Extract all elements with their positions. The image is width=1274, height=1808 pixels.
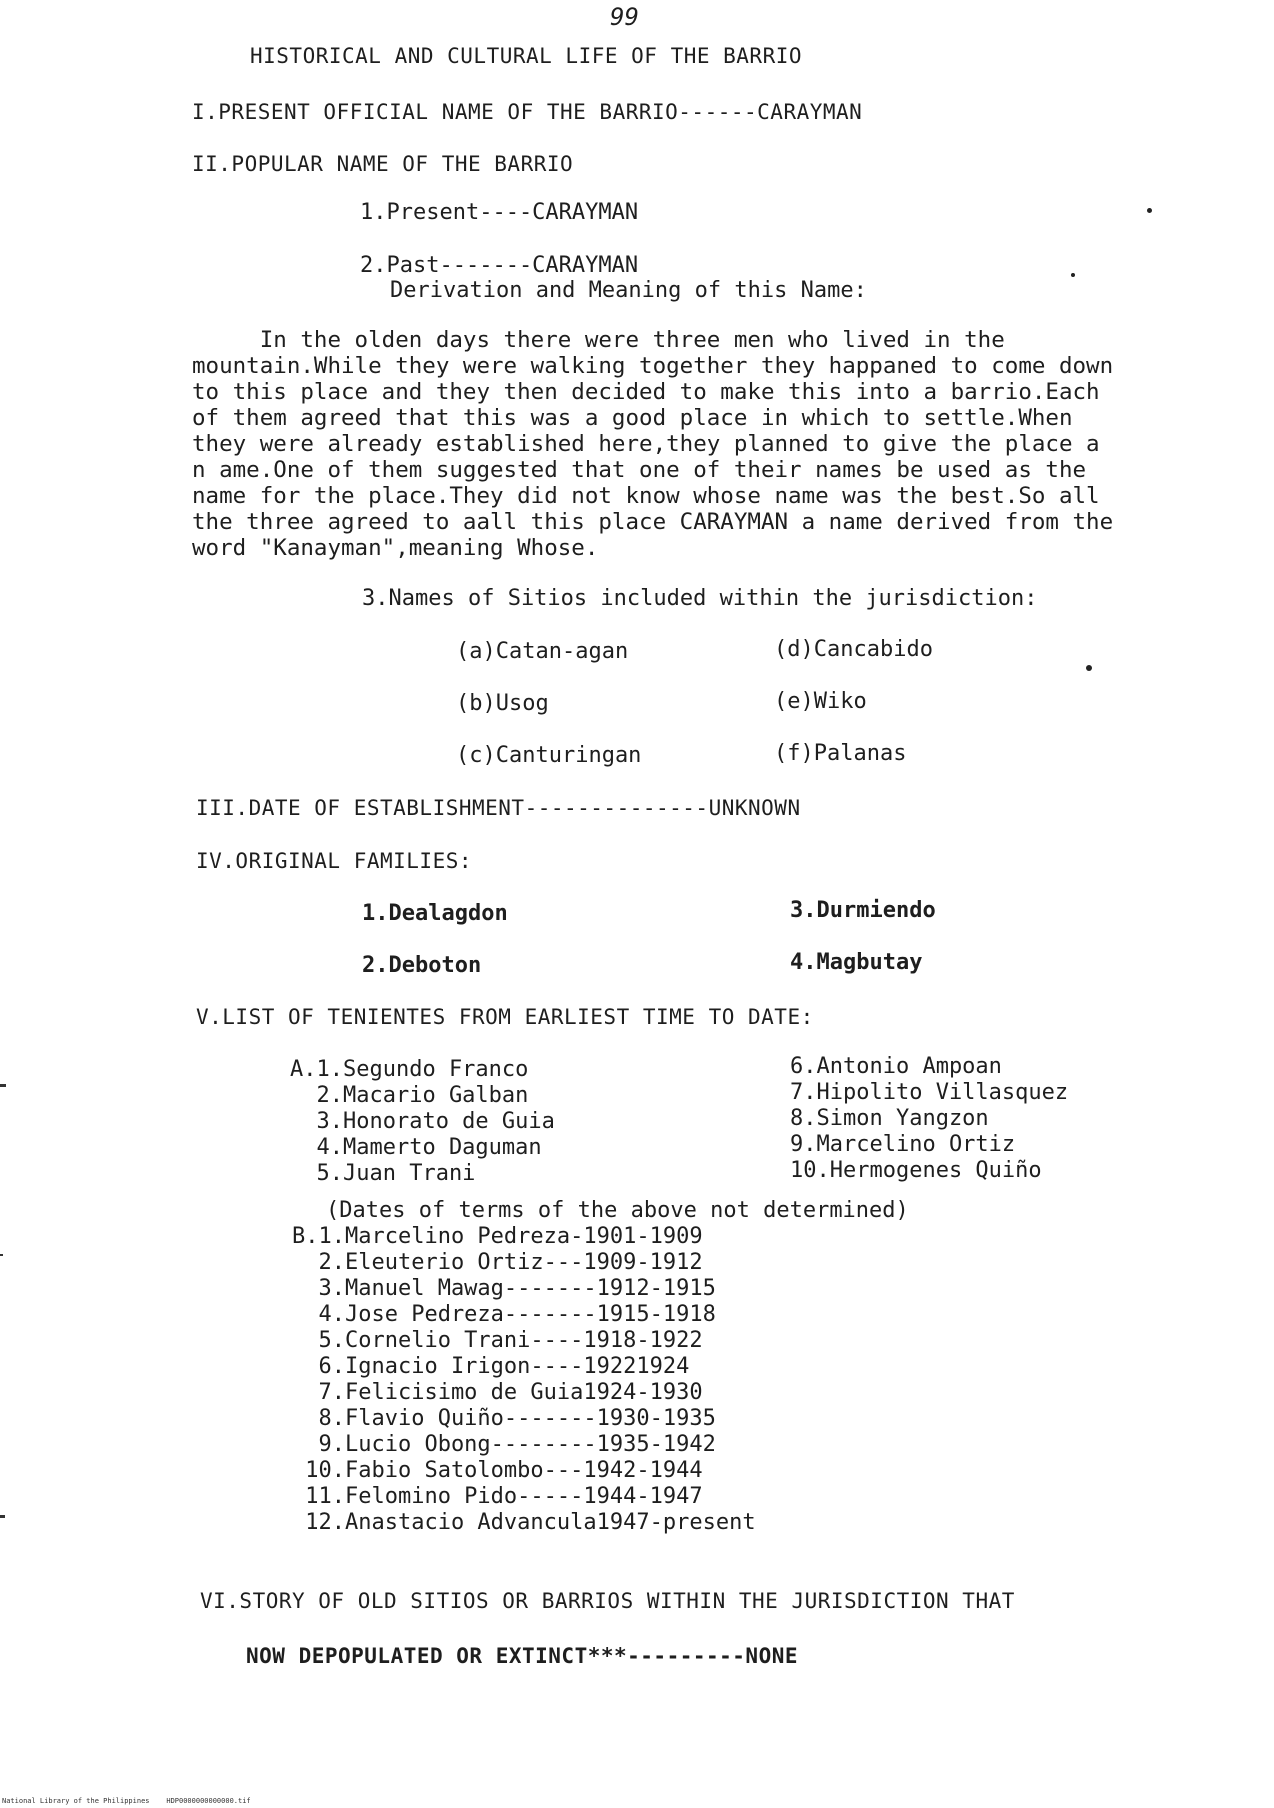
paragraph-line: the three agreed to aall this place CARAYMAN a name derived from the [192, 509, 1114, 535]
sitio-a: (a)Catan-agan [456, 639, 629, 664]
list-item: 6.Antonio Ampoan [790, 1054, 1002, 1079]
sitio-c: (c)Canturingan [456, 743, 642, 768]
sitio-d: (d)Cancabido [774, 637, 933, 662]
scan-speck [1147, 208, 1152, 213]
section-iv-original-families: IV.ORIGINAL FAMILIES: [196, 849, 473, 873]
derivation-heading: Derivation and Meaning of this Name: [390, 278, 867, 303]
paragraph-line: name for the place.They did not know whose name was the best.So all [192, 483, 1100, 509]
list-item: 11.Felomino Pido-----1944-1947 [292, 1484, 703, 1509]
margin-mark [0, 1515, 5, 1518]
tenientes-b-list [292, 1224, 756, 1536]
sitios-heading: 3.Names of Sitios included within the jurisdiction: [362, 586, 1038, 611]
paragraph-line: mountain.While they were walking together they happaned to come down [192, 353, 1114, 379]
document-title: HISTORICAL AND CULTURAL LIFE OF THE BARRIO [250, 44, 803, 68]
paragraph-line: to this place and they then decided to make this into a barrio.Each [192, 379, 1100, 405]
paragraph-line: n ame.One of them suggested that one of their names be used as the [192, 457, 1087, 483]
paragraph-line: In the olden days there were three men who lived in the [192, 327, 1005, 353]
family-2: 2.Deboton [362, 953, 482, 978]
present-name: 1.Present----CARAYMAN [360, 200, 639, 225]
list-item: 8.Simon Yangzon [790, 1106, 989, 1131]
list-item: 6.Ignacio Irigon----19221924 [292, 1354, 690, 1379]
sitio-f: (f)Palanas [774, 741, 907, 766]
family-4: 4.Magbutay [790, 950, 923, 975]
paragraph-line: word "Kanayman",meaning Whose. [192, 535, 599, 561]
list-item: B.1.Marcelino Pedreza-1901-1909 [292, 1224, 703, 1249]
section-iii-date-established: III.DATE OF ESTABLISHMENT--------------UNKNOWN [196, 796, 801, 820]
derivation-paragraph [192, 327, 1232, 561]
list-item: 3.Honorato de Guia [290, 1109, 555, 1134]
section-ii-popular-name: II.POPULAR NAME OF THE BARRIO [192, 152, 574, 176]
margin-mark [0, 1254, 3, 1256]
list-item: A.1.Segundo Franco [290, 1057, 529, 1082]
family-1: 1.Dealagdon [362, 901, 508, 926]
tenientes-a-note: (Dates of terms of the above not determined) [326, 1198, 909, 1223]
tenientes-a-right-list [790, 1054, 1068, 1184]
list-item: 8.Flavio Quiño-------1930-1935 [292, 1406, 716, 1431]
section-vi-extinct: NOW DEPOPULATED OR EXTINCT***---------NONE [246, 1644, 799, 1668]
paragraph-line: they were already established here,they planned to give the place a [192, 431, 1100, 457]
list-item: 4.Mamerto Daguman [290, 1135, 542, 1160]
list-item: 5.Juan Trani [290, 1161, 476, 1186]
list-item: 2.Eleuterio Ortiz---1909-1912 [292, 1250, 703, 1275]
list-item: 2.Macario Galban [290, 1083, 529, 1108]
sitio-e: (e)Wiko [774, 689, 867, 714]
paragraph-line: of them agreed that this was a good place in which to settle.When [192, 405, 1073, 431]
list-item: 3.Manuel Mawag-------1912-1915 [292, 1276, 716, 1301]
past-name: 2.Past-------CARAYMAN [360, 253, 639, 278]
section-i-official-name: I.PRESENT OFFICIAL NAME OF THE BARRIO------CARAYMAN [192, 100, 863, 124]
section-v-tenientes: V.LIST OF TENIENTES FROM EARLIEST TIME TO DATE: [196, 1005, 814, 1029]
page-number: 99 [610, 3, 639, 31]
family-3: 3.Durmiendo [790, 898, 936, 923]
scan-footer: National Library of the Philippines HDP0000000000000.tif [2, 1797, 251, 1805]
list-item: 12.Anastacio Advancula1947-present [292, 1510, 756, 1535]
list-item: 10.Fabio Satolombo---1942-1944 [292, 1458, 703, 1483]
list-item: 9.Lucio Obong--------1935-1942 [292, 1432, 716, 1457]
scan-speck [1071, 273, 1075, 277]
list-item: 7.Hipolito Villasquez [790, 1080, 1069, 1105]
list-item: 10.Hermogenes Quiño [790, 1158, 1042, 1183]
list-item: 5.Cornelio Trani----1918-1922 [292, 1328, 703, 1353]
tenientes-a-left-list [290, 1057, 555, 1187]
section-vi-old-sitios: VI.STORY OF OLD SITIOS OR BARRIOS WITHIN THE JURISDICTION THAT [200, 1589, 1015, 1613]
list-item: 7.Felicisimo de Guia1924-1930 [292, 1380, 703, 1405]
scan-speck [1086, 665, 1092, 671]
sitio-b: (b)Usog [456, 691, 549, 716]
list-item: 9.Marcelino Ortiz [790, 1132, 1016, 1157]
list-item: 4.Jose Pedreza-------1915-1918 [292, 1302, 716, 1327]
margin-mark [0, 1084, 6, 1087]
